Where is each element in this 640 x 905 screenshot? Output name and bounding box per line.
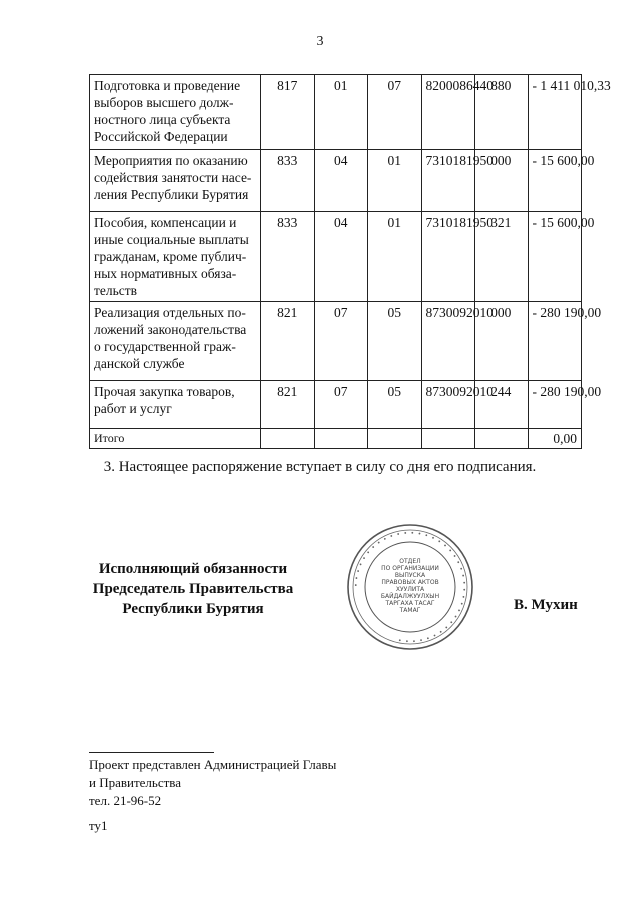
table-cell-section: 04 [314,212,368,302]
table-cell-name: Мероприятия по оказанию содействия занятости насе-ления Республики Бурятия [90,150,261,212]
footer-line: тел. 21-96-52 [89,793,162,808]
table-cell-target: 8200086440 [421,75,475,150]
table-cell-target: 7310181950 [421,150,475,212]
table-cell-amount: - 280 190,00 [528,302,582,381]
table-cell-grbs: 821 [261,381,315,429]
table-cell-subsection: 05 [368,302,422,381]
table-row [90,75,582,150]
footer-line: Проект представлен Администрацией Главы [89,757,337,772]
table-cell-vr: 000 [475,150,529,212]
table-cell-section: 01 [314,75,368,150]
table-cell-empty [261,429,315,449]
table-cell-target: 8730092010 [421,302,475,381]
table-cell-subsection: 05 [368,381,422,429]
table-cell-target: 7310181950 [421,212,475,302]
table-cell-vr: 880 [475,75,529,150]
footer-note [89,756,336,810]
signatory-title-line: Республики Бурятия [122,601,264,617]
total-label: Итого [90,429,261,449]
budget-changes-table [89,74,611,449]
table-cell-name: Прочая закупка товаров, работ и услуг [90,381,261,429]
table-cell-vr: 244 [475,381,529,429]
table-cell-empty [314,429,368,449]
signatory-title-line: Исполняющий обязанности [98,561,288,577]
stamp-line: БАЙДАЛЖУУЛХЫН [380,593,440,600]
stamp-line: ТАМАГ [399,607,421,614]
signatory-title [88,559,298,619]
table-cell-name: Реализация отдельных по-ложений законодательства о государственной граж-данской службе [90,302,261,381]
signatory-title-line: Председатель Правительства [92,581,294,597]
table-cell-vr: 321 [475,212,529,302]
table-cell-name: Подготовка и проведение выборов высшего долж-ностного лица субъекта Российской Федерации [90,75,261,150]
stamp-line: ТАРГАХА ТАСАГ [385,600,435,607]
table-row [90,381,582,429]
footer-divider [89,752,214,753]
stamp-line: ПРАВОВЫХ АКТОВ [381,579,439,586]
table-cell-amount: - 15 600,00 [528,150,582,212]
table-total-row [90,429,582,449]
table-cell-empty [368,429,422,449]
table-row [90,212,582,302]
stamp-line: ВЫПУСКА [394,572,426,579]
table-cell-name: Пособия, компенсации и иные социальные выплаты гражданам, кроме публич-ных нормативных обяза-тельств [90,212,261,302]
table-cell-section: 07 [314,302,368,381]
total-amount: 0,00 [528,429,582,449]
table-cell-empty [421,429,475,449]
table-cell-section: 07 [314,381,368,429]
table-cell-empty [475,429,529,449]
table-cell-subsection: 01 [368,212,422,302]
table-cell-section: 04 [314,150,368,212]
stamp-line: ПО ОРГАНИЗАЦИИ [381,565,439,572]
table-cell-target: 8730092010 [421,381,475,429]
table-cell-amount: - 280 190,00 [528,381,582,429]
table-cell-grbs: 833 [261,150,315,212]
table-row [90,302,582,381]
table-cell-grbs: 821 [261,302,315,381]
effective-date-clause: 3. Настоящее распоряжение вступает в силу со дня его подписания. [103,459,537,475]
stamp-ring-text: • • • • • • • • • • • • • • • • • • • • • • • • • • • • • • • • • • • • • • [352,529,468,645]
stamp-line: ОТДЕЛ [399,558,421,565]
stamp-line: ХУУЛИТА [395,586,425,593]
page-number: 3 [316,34,324,49]
table-cell-amount: - 15 600,00 [528,212,582,302]
table-cell-subsection: 01 [368,150,422,212]
table-row [90,150,582,212]
table-cell-amount: - 1 411 010,33 [528,75,582,150]
table-cell-subsection: 07 [368,75,422,150]
table-cell-grbs: 817 [261,75,315,150]
table-cell-vr: 000 [475,302,529,381]
official-stamp [346,523,474,651]
signatory-name: В. Мухин [514,597,578,613]
table-cell-grbs: 833 [261,212,315,302]
executor-initials: ту1 [89,818,108,833]
footer-line: и Правительства [89,775,182,790]
